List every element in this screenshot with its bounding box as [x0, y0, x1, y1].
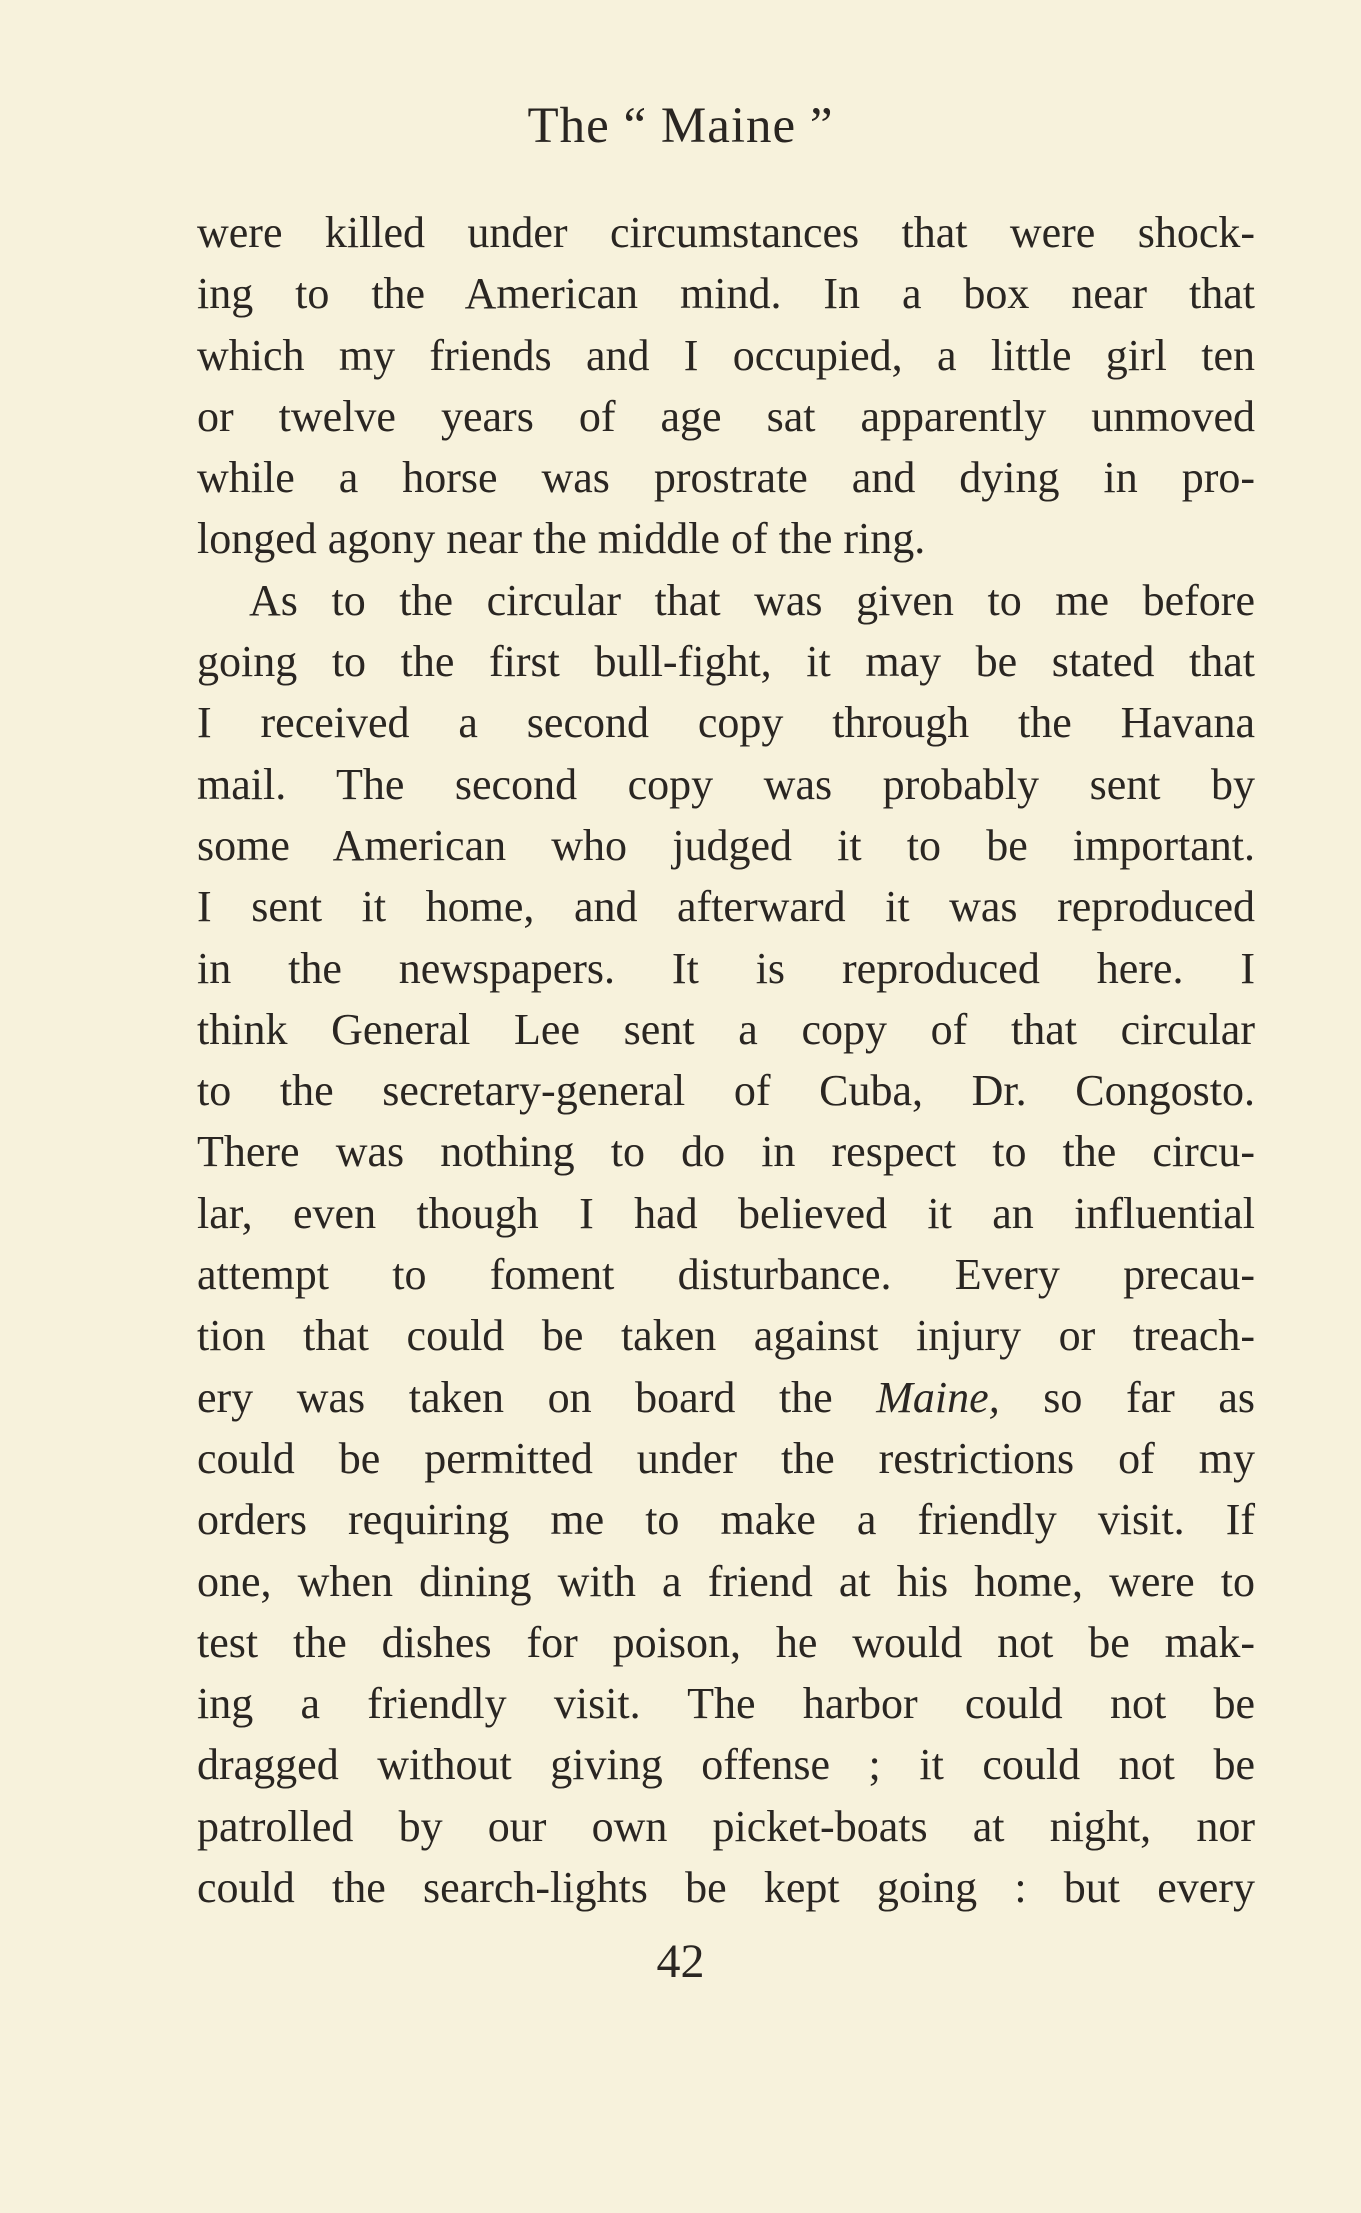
text-line-26: dragged without giving offense ; it could not be	[197, 1740, 1255, 1790]
text-line-15: to the secretary-general of Cuba, Dr. Congosto.	[197, 1066, 1255, 1116]
text-line-19: tion that could be taken against injury or treach-	[197, 1311, 1255, 1361]
text-line-20-end: so far as	[1043, 1372, 1256, 1422]
text-line-20	[197, 1367, 1255, 1428]
text-line-18: attempt to foment disturbance. Every precau-	[197, 1250, 1255, 1300]
page-number: 42	[656, 1935, 705, 1988]
text-line-24: test the dishes for poison, he would not be mak-	[197, 1617, 1255, 1667]
text-line-17: lar, even though I had believed it an influential	[197, 1188, 1255, 1238]
text-line-27: patrolled by our own picket-boats at night, nor	[197, 1801, 1255, 1851]
text-line-6: longed agony near the middle of the ring.	[197, 514, 926, 564]
text-line-22: orders requiring me to make a friendly visit. If	[197, 1495, 1255, 1545]
text-line-12: I sent it home, and afterward it was reproduced	[197, 882, 1255, 932]
text-line-2: ing to the American mind. In a box near that	[197, 269, 1255, 319]
text-line-28: could the search-lights be kept going : but every	[197, 1863, 1255, 1913]
text-line-1: were killed under circumstances that were shock-	[197, 208, 1255, 257]
text-line-9: I received a second copy through the Havana	[197, 698, 1255, 748]
text-line-3: which my friends and I occupied, a little girl ten	[197, 330, 1255, 380]
text-line-5: while a horse was prostrate and dying in pro-	[197, 453, 1255, 503]
text-line-10: mail. The second copy was probably sent by	[197, 759, 1255, 809]
text-line-4: or twelve years of age sat apparently unmoved	[197, 391, 1255, 441]
ship-name-italic: Maine,	[876, 1372, 1000, 1422]
text-line-16: There was nothing to do in respect to the circu-	[197, 1127, 1255, 1177]
text-line-21: could be permitted under the restrictions of my	[197, 1433, 1255, 1483]
text-line-13: in the newspapers. It is reproduced here. I	[197, 943, 1255, 993]
text-line-11: some American who judged it to be important.	[197, 820, 1255, 870]
text-line-25: ing a friendly visit. The harbor could not be	[197, 1679, 1255, 1729]
text-line-20-start: ery was taken on board the	[197, 1372, 833, 1422]
text-line-23: one, when dining with a friend at his home, were to	[197, 1556, 1255, 1606]
text-line-7: As to the circular that was given to me before	[249, 575, 1255, 625]
body-text	[197, 202, 1255, 1918]
text-line-8: going to the first bull-fight, it may be stated that	[197, 637, 1255, 687]
text-line-14: think General Lee sent a copy of that circular	[197, 1004, 1255, 1054]
running-head: The “ Maine ”	[527, 98, 834, 154]
